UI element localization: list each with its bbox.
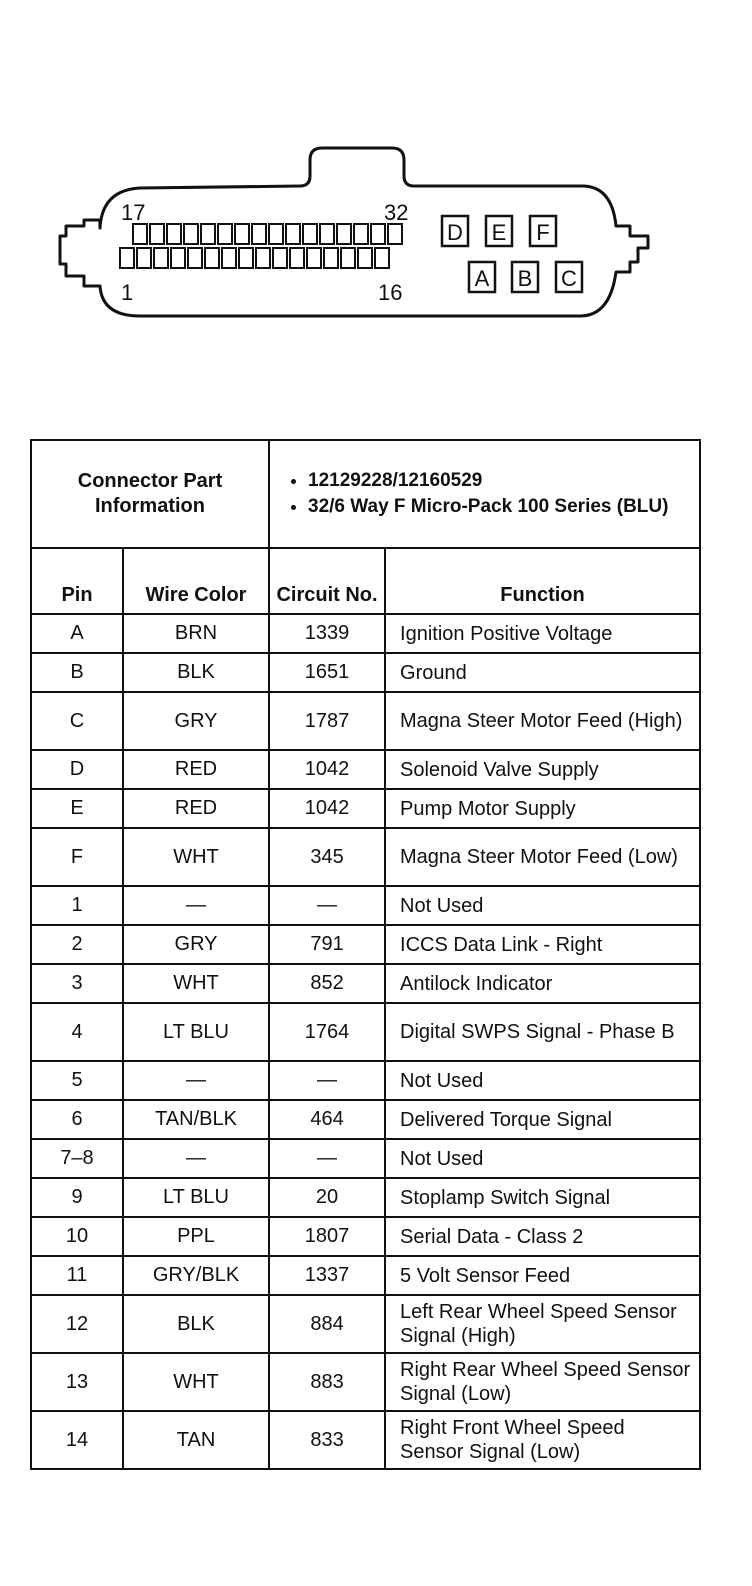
- circuit-cell: 464: [269, 1100, 385, 1139]
- wire-color-cell: LT BLU: [123, 1178, 269, 1217]
- connector-description: • 32/6 Way F Micro-Pack 100 Series (BLU): [308, 495, 699, 519]
- pin-cavity: [184, 224, 198, 244]
- circuit-cell: —: [269, 1061, 385, 1100]
- pin-cell: D: [31, 750, 123, 789]
- wire-color-cell: GRY/BLK: [123, 1256, 269, 1295]
- pin-cavity: [341, 248, 355, 268]
- pin-cell: 4: [31, 1003, 123, 1061]
- pin-cavity: [320, 224, 334, 244]
- header-circuit: Circuit No.: [269, 548, 385, 614]
- pin-label-17: 17: [121, 200, 146, 225]
- connector-face-diagram: [0, 0, 752, 400]
- pin-label-16: 16: [378, 280, 403, 305]
- cavity-f: F: [536, 220, 550, 245]
- pin-cell: F: [31, 828, 123, 886]
- pin-cavity: [222, 248, 236, 268]
- table-row: [31, 692, 700, 750]
- pin-cell: C: [31, 692, 123, 750]
- function-cell: Digital SWPS Signal - Phase B: [385, 1003, 700, 1061]
- cavity-d: D: [447, 220, 463, 245]
- pin-cavity: [133, 224, 147, 244]
- pin-cell: 3: [31, 964, 123, 1003]
- circuit-cell: 345: [269, 828, 385, 886]
- pin-cavity: [205, 248, 219, 268]
- wire-color-cell: PPL: [123, 1217, 269, 1256]
- wire-color-cell: RED: [123, 789, 269, 828]
- circuit-cell: 833: [269, 1411, 385, 1469]
- pin-cell: 14: [31, 1411, 123, 1469]
- circuit-cell: 1651: [269, 653, 385, 692]
- circuit-cell: 791: [269, 925, 385, 964]
- pin-cavity: [273, 248, 287, 268]
- pin-cell: 6: [31, 1100, 123, 1139]
- pin-cell: E: [31, 789, 123, 828]
- table-row: [31, 828, 700, 886]
- function-cell: Right Rear Wheel Speed Sensor Signal (Low): [385, 1353, 700, 1411]
- pin-cavity: [120, 248, 134, 268]
- pin-cell: 10: [31, 1217, 123, 1256]
- function-cell: Solenoid Valve Supply: [385, 750, 700, 789]
- pin-cell: B: [31, 653, 123, 692]
- table-row: [31, 1003, 700, 1061]
- table-row: [31, 1295, 700, 1353]
- table-row: [31, 750, 700, 789]
- pin-cell: 11: [31, 1256, 123, 1295]
- function-cell: Not Used: [385, 886, 700, 925]
- wire-color-cell: BLK: [123, 1295, 269, 1353]
- table-row: [31, 1256, 700, 1295]
- pin-cavity: [371, 224, 385, 244]
- circuit-cell: —: [269, 886, 385, 925]
- pin-cavity: [154, 248, 168, 268]
- cavity-a: A: [474, 266, 490, 291]
- table-row: [31, 1217, 700, 1256]
- pin-cavity: [218, 224, 232, 244]
- table-row: [31, 1411, 700, 1469]
- connector-info-label: Connector Part Information: [31, 440, 269, 548]
- cavity-b: B: [517, 266, 533, 291]
- pin-cavity: [337, 224, 351, 244]
- pin-cavity: [137, 248, 151, 268]
- function-cell: Right Front Wheel Speed Sensor Signal (Low): [385, 1411, 700, 1469]
- pin-cell: 9: [31, 1178, 123, 1217]
- wire-color-cell: RED: [123, 750, 269, 789]
- circuit-cell: 883: [269, 1353, 385, 1411]
- circuit-cell: 1337: [269, 1256, 385, 1295]
- wire-color-cell: —: [123, 1139, 269, 1178]
- function-cell: Not Used: [385, 1139, 700, 1178]
- table-row: [31, 1353, 700, 1411]
- pin-cavity: [290, 248, 304, 268]
- pin-cell: 12: [31, 1295, 123, 1353]
- function-cell: Delivered Torque Signal: [385, 1100, 700, 1139]
- function-cell: Ignition Positive Voltage: [385, 614, 700, 653]
- pin-cavity: [269, 224, 283, 244]
- pin-cell: A: [31, 614, 123, 653]
- pin-label-1: 1: [121, 280, 134, 305]
- table-row: [31, 653, 700, 692]
- circuit-cell: —: [269, 1139, 385, 1178]
- circuit-cell: 1339: [269, 614, 385, 653]
- circuit-cell: 1042: [269, 789, 385, 828]
- function-cell: Not Used: [385, 1061, 700, 1100]
- circuit-cell: 20: [269, 1178, 385, 1217]
- table-row: [31, 1100, 700, 1139]
- pin-cavity: [167, 224, 181, 244]
- pin-cavity: [256, 248, 270, 268]
- pin-cell: 5: [31, 1061, 123, 1100]
- pin-cavity: [375, 248, 389, 268]
- pin-cell: 7–8: [31, 1139, 123, 1178]
- table-row: [31, 614, 700, 653]
- pin-cavity: [201, 224, 215, 244]
- pin-cell: 1: [31, 886, 123, 925]
- pin-cavity: [171, 248, 185, 268]
- pin-cell: 13: [31, 1353, 123, 1411]
- function-cell: 5 Volt Sensor Feed: [385, 1256, 700, 1295]
- function-cell: Antilock Indicator: [385, 964, 700, 1003]
- header-function: Function: [385, 548, 700, 614]
- circuit-cell: 1807: [269, 1217, 385, 1256]
- part-number: • 12129228/12160529: [308, 469, 699, 493]
- pin-cavity: [188, 248, 202, 268]
- wire-color-cell: —: [123, 886, 269, 925]
- pin-cavity: [388, 224, 402, 244]
- wire-color-cell: TAN: [123, 1411, 269, 1469]
- table-row: [31, 925, 700, 964]
- circuit-cell: 1764: [269, 1003, 385, 1061]
- header-row: [31, 548, 700, 614]
- wire-color-cell: TAN/BLK: [123, 1100, 269, 1139]
- circuit-cell: 1042: [269, 750, 385, 789]
- pin-label-32: 32: [384, 200, 409, 225]
- connector-info-row: [31, 440, 700, 548]
- pin-cavity: [303, 224, 317, 244]
- function-cell: Stoplamp Switch Signal: [385, 1178, 700, 1217]
- function-cell: Serial Data - Class 2: [385, 1217, 700, 1256]
- wire-color-cell: WHT: [123, 1353, 269, 1411]
- table-row: [31, 1061, 700, 1100]
- function-cell: Magna Steer Motor Feed (Low): [385, 828, 700, 886]
- pin-cavity: [324, 248, 338, 268]
- pin-cavity: [286, 224, 300, 244]
- wire-color-cell: GRY: [123, 925, 269, 964]
- function-cell: Pump Motor Supply: [385, 789, 700, 828]
- table-row: [31, 1139, 700, 1178]
- wire-color-cell: LT BLU: [123, 1003, 269, 1061]
- pin-row-bottom: [120, 248, 389, 268]
- wire-color-cell: BLK: [123, 653, 269, 692]
- wire-color-cell: WHT: [123, 828, 269, 886]
- table-row: [31, 886, 700, 925]
- table-row: [31, 1178, 700, 1217]
- pin-cell: 2: [31, 925, 123, 964]
- wire-color-cell: —: [123, 1061, 269, 1100]
- table-row: [31, 964, 700, 1003]
- pin-table: [30, 439, 701, 1470]
- function-cell: Magna Steer Motor Feed (High): [385, 692, 700, 750]
- wire-color-cell: WHT: [123, 964, 269, 1003]
- header-wire-color: Wire Color: [123, 548, 269, 614]
- pin-cavity: [354, 224, 368, 244]
- pin-cavity: [239, 248, 253, 268]
- pin-cavity: [150, 224, 164, 244]
- pin-row-top: [133, 224, 402, 244]
- function-cell: ICCS Data Link - Right: [385, 925, 700, 964]
- table-row: [31, 789, 700, 828]
- function-cell: Ground: [385, 653, 700, 692]
- cavity-c: C: [561, 266, 577, 291]
- function-cell: Left Rear Wheel Speed Sensor Signal (High): [385, 1295, 700, 1353]
- connector-info-list: [269, 440, 700, 548]
- header-pin: Pin: [31, 548, 123, 614]
- circuit-cell: 1787: [269, 692, 385, 750]
- pin-cavity: [307, 248, 321, 268]
- pin-cavity: [235, 224, 249, 244]
- pin-cavity: [252, 224, 266, 244]
- cavity-e: E: [491, 220, 507, 245]
- circuit-cell: 884: [269, 1295, 385, 1353]
- circuit-cell: 852: [269, 964, 385, 1003]
- pin-cavity: [358, 248, 372, 268]
- wire-color-cell: BRN: [123, 614, 269, 653]
- wire-color-cell: GRY: [123, 692, 269, 750]
